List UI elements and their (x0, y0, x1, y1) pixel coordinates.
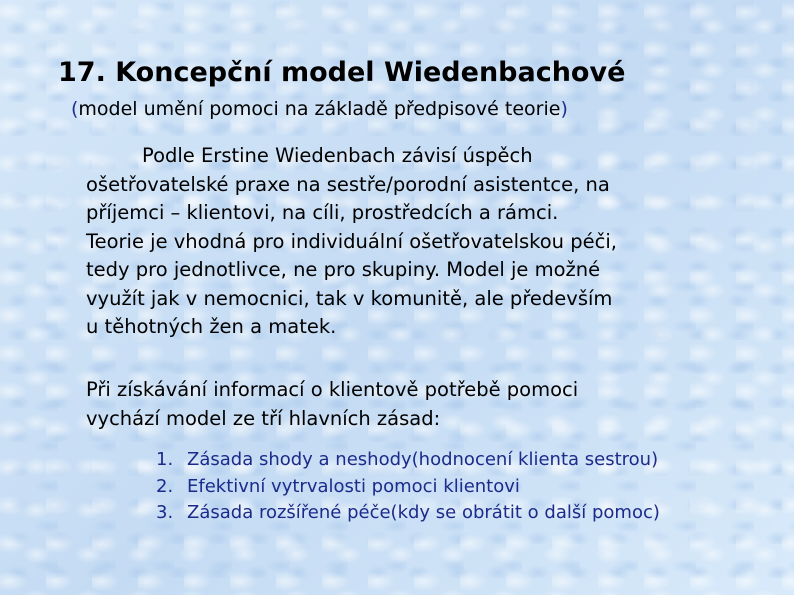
list-item (156, 474, 660, 501)
list-item-number: 1. (156, 449, 174, 470)
principles-list (156, 447, 660, 527)
slide-title: 17. Koncepční model Wiedenbachové (58, 57, 626, 88)
paragraph-line: u těhotných žen a matek. (86, 315, 337, 338)
list-item (156, 447, 660, 474)
paragraph-line: Teorie je vhodná pro individuální ošetřovatelskou péči, (86, 229, 617, 253)
list-item-text: Efektivní vytrvalosti pomoci klientovi (187, 475, 520, 497)
subtitle-open-paren: ( (71, 98, 79, 120)
paragraph-line: ošetřovatelské praxe na sestře/porodní asistentce, na (86, 172, 610, 196)
list-item-number: 3. (156, 502, 174, 523)
list-item (156, 500, 660, 527)
paragraph-line: využít jak v nemocnici, tak v komunitě, ale především (86, 286, 613, 310)
paragraph-line: Při získávání informací o klientově potřebě pomoci (86, 378, 579, 401)
paragraph-line: příjemci – klientovi, na cíli, prostředcích a rámci. (86, 201, 559, 224)
paragraph-2 (86, 376, 578, 433)
list-item-text: Zásada shody a neshody(hodnocení klienta sestrou) (187, 449, 659, 470)
subtitle-text: model umění pomoci na základě předpisové teorie (78, 98, 561, 120)
subtitle-close-paren: ) (560, 98, 568, 120)
paragraph-line: Podle Erstine Wiedenbach závisí úspěch (142, 144, 533, 167)
paragraph-line: tedy pro jednotlivce, ne pro skupiny. Model je možné (86, 258, 601, 281)
slide-subtitle (71, 98, 568, 120)
paragraph-line: vychází model ze tří hlavních zásad: (86, 406, 441, 430)
paragraph-1 (86, 142, 617, 342)
list-item-number: 2. (156, 475, 174, 497)
list-item-text: Zásada rozšířené péče(kdy se obrátit o další pomoc) (187, 502, 660, 523)
